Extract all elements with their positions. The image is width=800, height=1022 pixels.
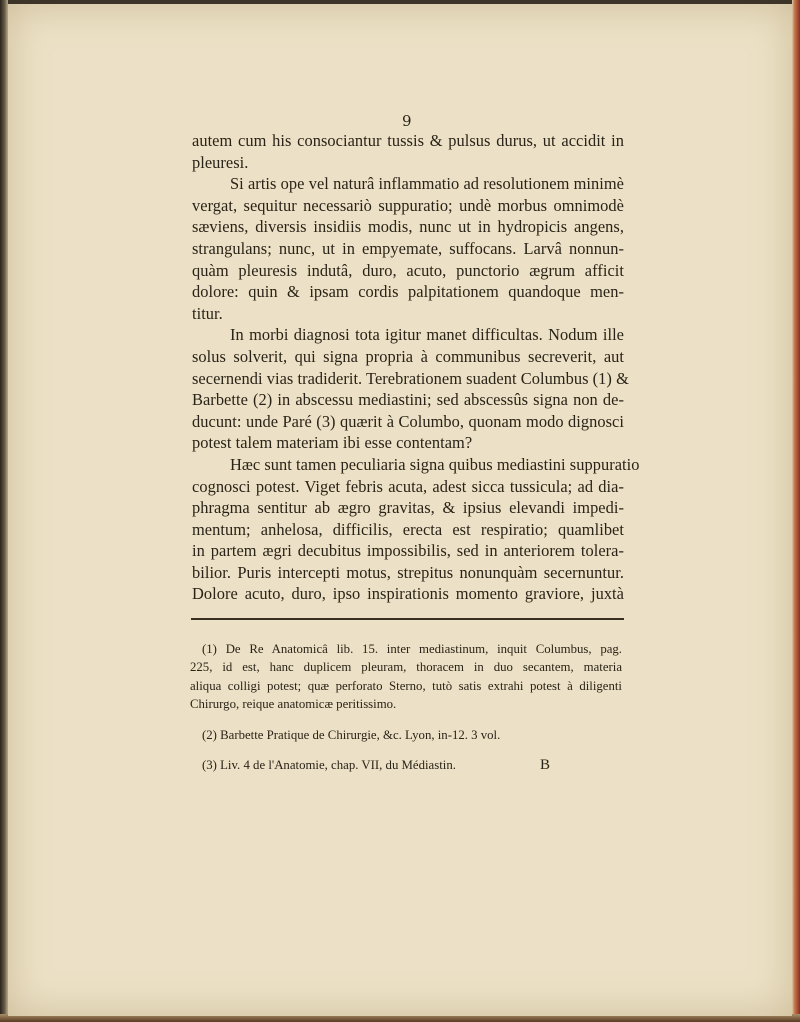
paragraph-4 — [192, 454, 640, 605]
text-line: phragma sentitur ab ægro gravitas, & ipsius elevandi impedi- — [192, 498, 624, 518]
main-text — [192, 130, 640, 605]
text-line: strangulans; nunc, ut in empyemate, suffocans. Larvâ nonnun- — [192, 238, 624, 258]
footnote-line: Chirurgo, reique anatomicæ peritissimo. — [190, 697, 397, 712]
text-line: potest talem materiam ibi esse contentam? — [192, 433, 473, 453]
paragraph-3 — [192, 324, 629, 454]
text-line: vergat, sequitur necessariò suppuratio; undè morbus omnimodè — [192, 195, 624, 215]
footnote-line: aliqua colligi potest; quæ perforato Sterno, tutò satis extrahi potest à diligenti — [190, 678, 622, 693]
paragraph-1 — [192, 130, 624, 173]
footnote-line: (2) Barbette Pratique de Chirurgie, &c. Lyon, in-12. 3 vol. — [202, 727, 501, 742]
signature-mark: B — [540, 757, 551, 773]
text-line: ducunt: unde Paré (3) quærit à Columbo, quonam modo dignosci — [192, 411, 624, 431]
text-line: mentum; anhelosa, difficilis, erecta est respiratio; quamlibet — [192, 519, 624, 539]
paragraph-2 — [192, 173, 624, 324]
footnote-1 — [190, 640, 622, 714]
text-line: pleuresi. — [192, 152, 249, 172]
page-number: 9 — [402, 112, 412, 130]
book-gutter-left — [0, 0, 8, 1022]
text-line: in partem ægri decubitus impossibilis, sed in anteriorem tolera- — [192, 541, 624, 561]
text-line: Hæc sunt tamen peculiaria signa quibus mediastini suppuratio — [230, 454, 640, 474]
text-line: Dolore acuto, duro, ipso inspirationis momento graviore, juxtà — [192, 584, 624, 604]
text-line: Barbette (2) in abscessu mediastini; sed abscessûs signa non de- — [192, 390, 624, 410]
text-line: bilior. Puris intercepti motus, strepitus nonunquàm secernuntur. — [192, 562, 624, 582]
footnote-2 — [190, 726, 622, 744]
footnote-line: 225, id est, hanc duplicem pleuram, thoracem in duo secantem, materia — [190, 660, 622, 675]
footnotes — [190, 640, 622, 786]
text-line: In morbi diagnosi tota igitur manet difficultas. Nodum ille — [230, 325, 624, 345]
footnote-divider — [191, 618, 624, 620]
text-line: sæviens, diversis insidiis modis, nunc ut in hydropicis angens, — [192, 217, 624, 237]
text-line: autem cum his consociantur tussis & pulsus durus, ut accidit in — [192, 131, 624, 150]
text-line: quàm pleuresis indutâ, duro, acuto, punctorio ægrum afficit — [192, 260, 624, 280]
text-line: solus solverit, qui signa propria à communibus secreverit, aut — [192, 346, 624, 366]
footnote-3 — [190, 756, 622, 774]
text-line: secernendi vias tradiderit. Terebrationem suadent Columbus (1) & — [192, 368, 629, 388]
text-line: Si artis ope vel naturâ inflammatio ad resolutionem minimè — [230, 174, 624, 194]
footnote-line: (3) Liv. 4 de l'Anatomie, chap. VII, du Médiastin. — [202, 758, 456, 773]
text-line: dolore: quin & ipsam cordis palpitationem quandoque men- — [192, 282, 624, 302]
footnote-line: (1) De Re Anatomicâ lib. 15. inter mediastinum, inquit Columbus, pag. — [202, 642, 622, 656]
text-line: titur. — [192, 303, 223, 323]
book-edge-right — [792, 0, 800, 1022]
text-line: cognosci potest. Viget febris acuta, adest sicca tussicula; ad dia- — [192, 476, 624, 496]
